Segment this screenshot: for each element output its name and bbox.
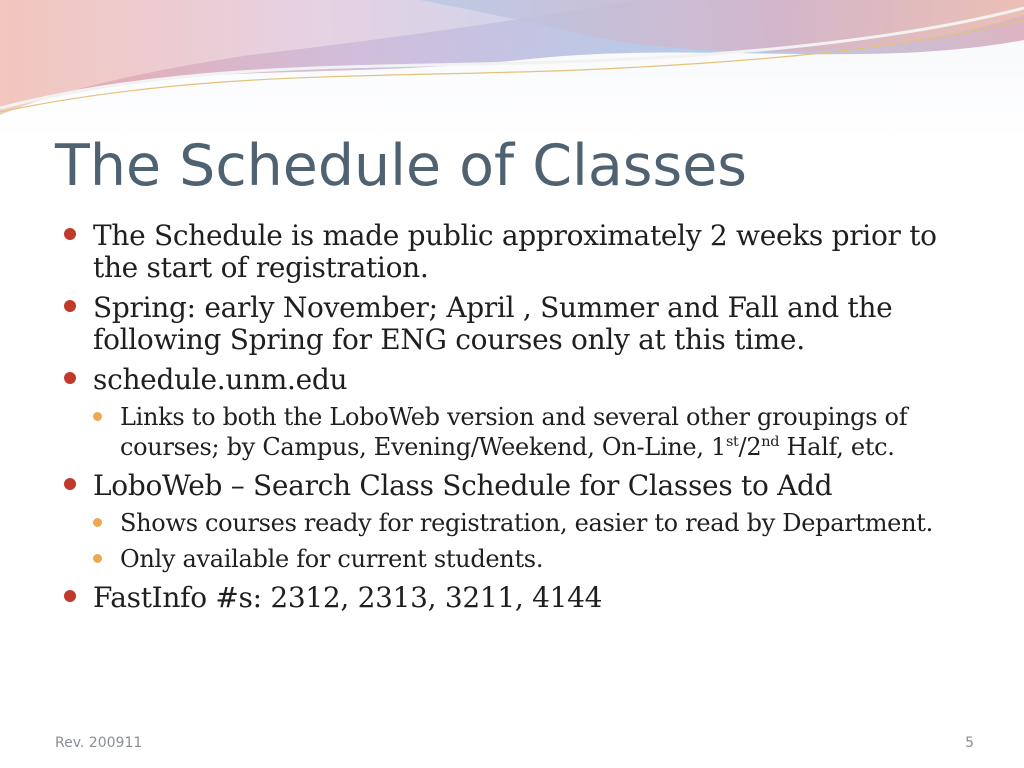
sub-bullet-list [93,508,944,574]
round-bullet-icon [64,372,76,384]
small-round-bullet-icon [93,554,102,563]
round-bullet-icon [64,478,76,490]
sub-bullet-text: Links to both the LoboWeb version and several other groupings of courses; by Campus, Evening/Weekend, On-Line, 1st/2nd Half, etc. [120,403,908,461]
small-round-bullet-icon [93,518,102,527]
bullet-list [64,220,944,622]
bullet-text: schedule.unm.edu [93,363,348,396]
sub-list-item [93,508,944,538]
list-item [64,292,944,356]
bullet-text: LoboWeb – Search Class Schedule for Classes to Add [93,469,833,502]
round-bullet-icon [64,300,76,312]
round-bullet-icon [64,590,76,602]
header-wave-decoration [0,0,1024,130]
bullet-text: Spring: early November; April , Summer and Fall and the following Spring for ENG courses only at this time. [93,291,893,356]
page-number: 5 [965,735,974,751]
sub-list-item [93,402,944,462]
bullet-text: The Schedule is made public approximately 2 weeks prior to the start of registration. [93,219,937,284]
revision-label: Rev. 200911 [55,735,143,751]
sub-bullet-list [93,402,944,462]
small-round-bullet-icon [93,412,102,421]
page-title: The Schedule of Classes [55,133,747,199]
list-item [64,582,944,614]
sub-bullet-text: Shows courses ready for registration, easier to read by Department. [120,509,933,537]
list-item [64,364,944,462]
round-bullet-icon [64,228,76,240]
sub-list-item [93,544,944,574]
list-item [64,470,944,574]
sub-bullet-text: Only available for current students. [120,545,544,573]
list-item [64,220,944,284]
bullet-text: FastInfo #s: 2312, 2313, 3211, 4144 [93,581,603,614]
